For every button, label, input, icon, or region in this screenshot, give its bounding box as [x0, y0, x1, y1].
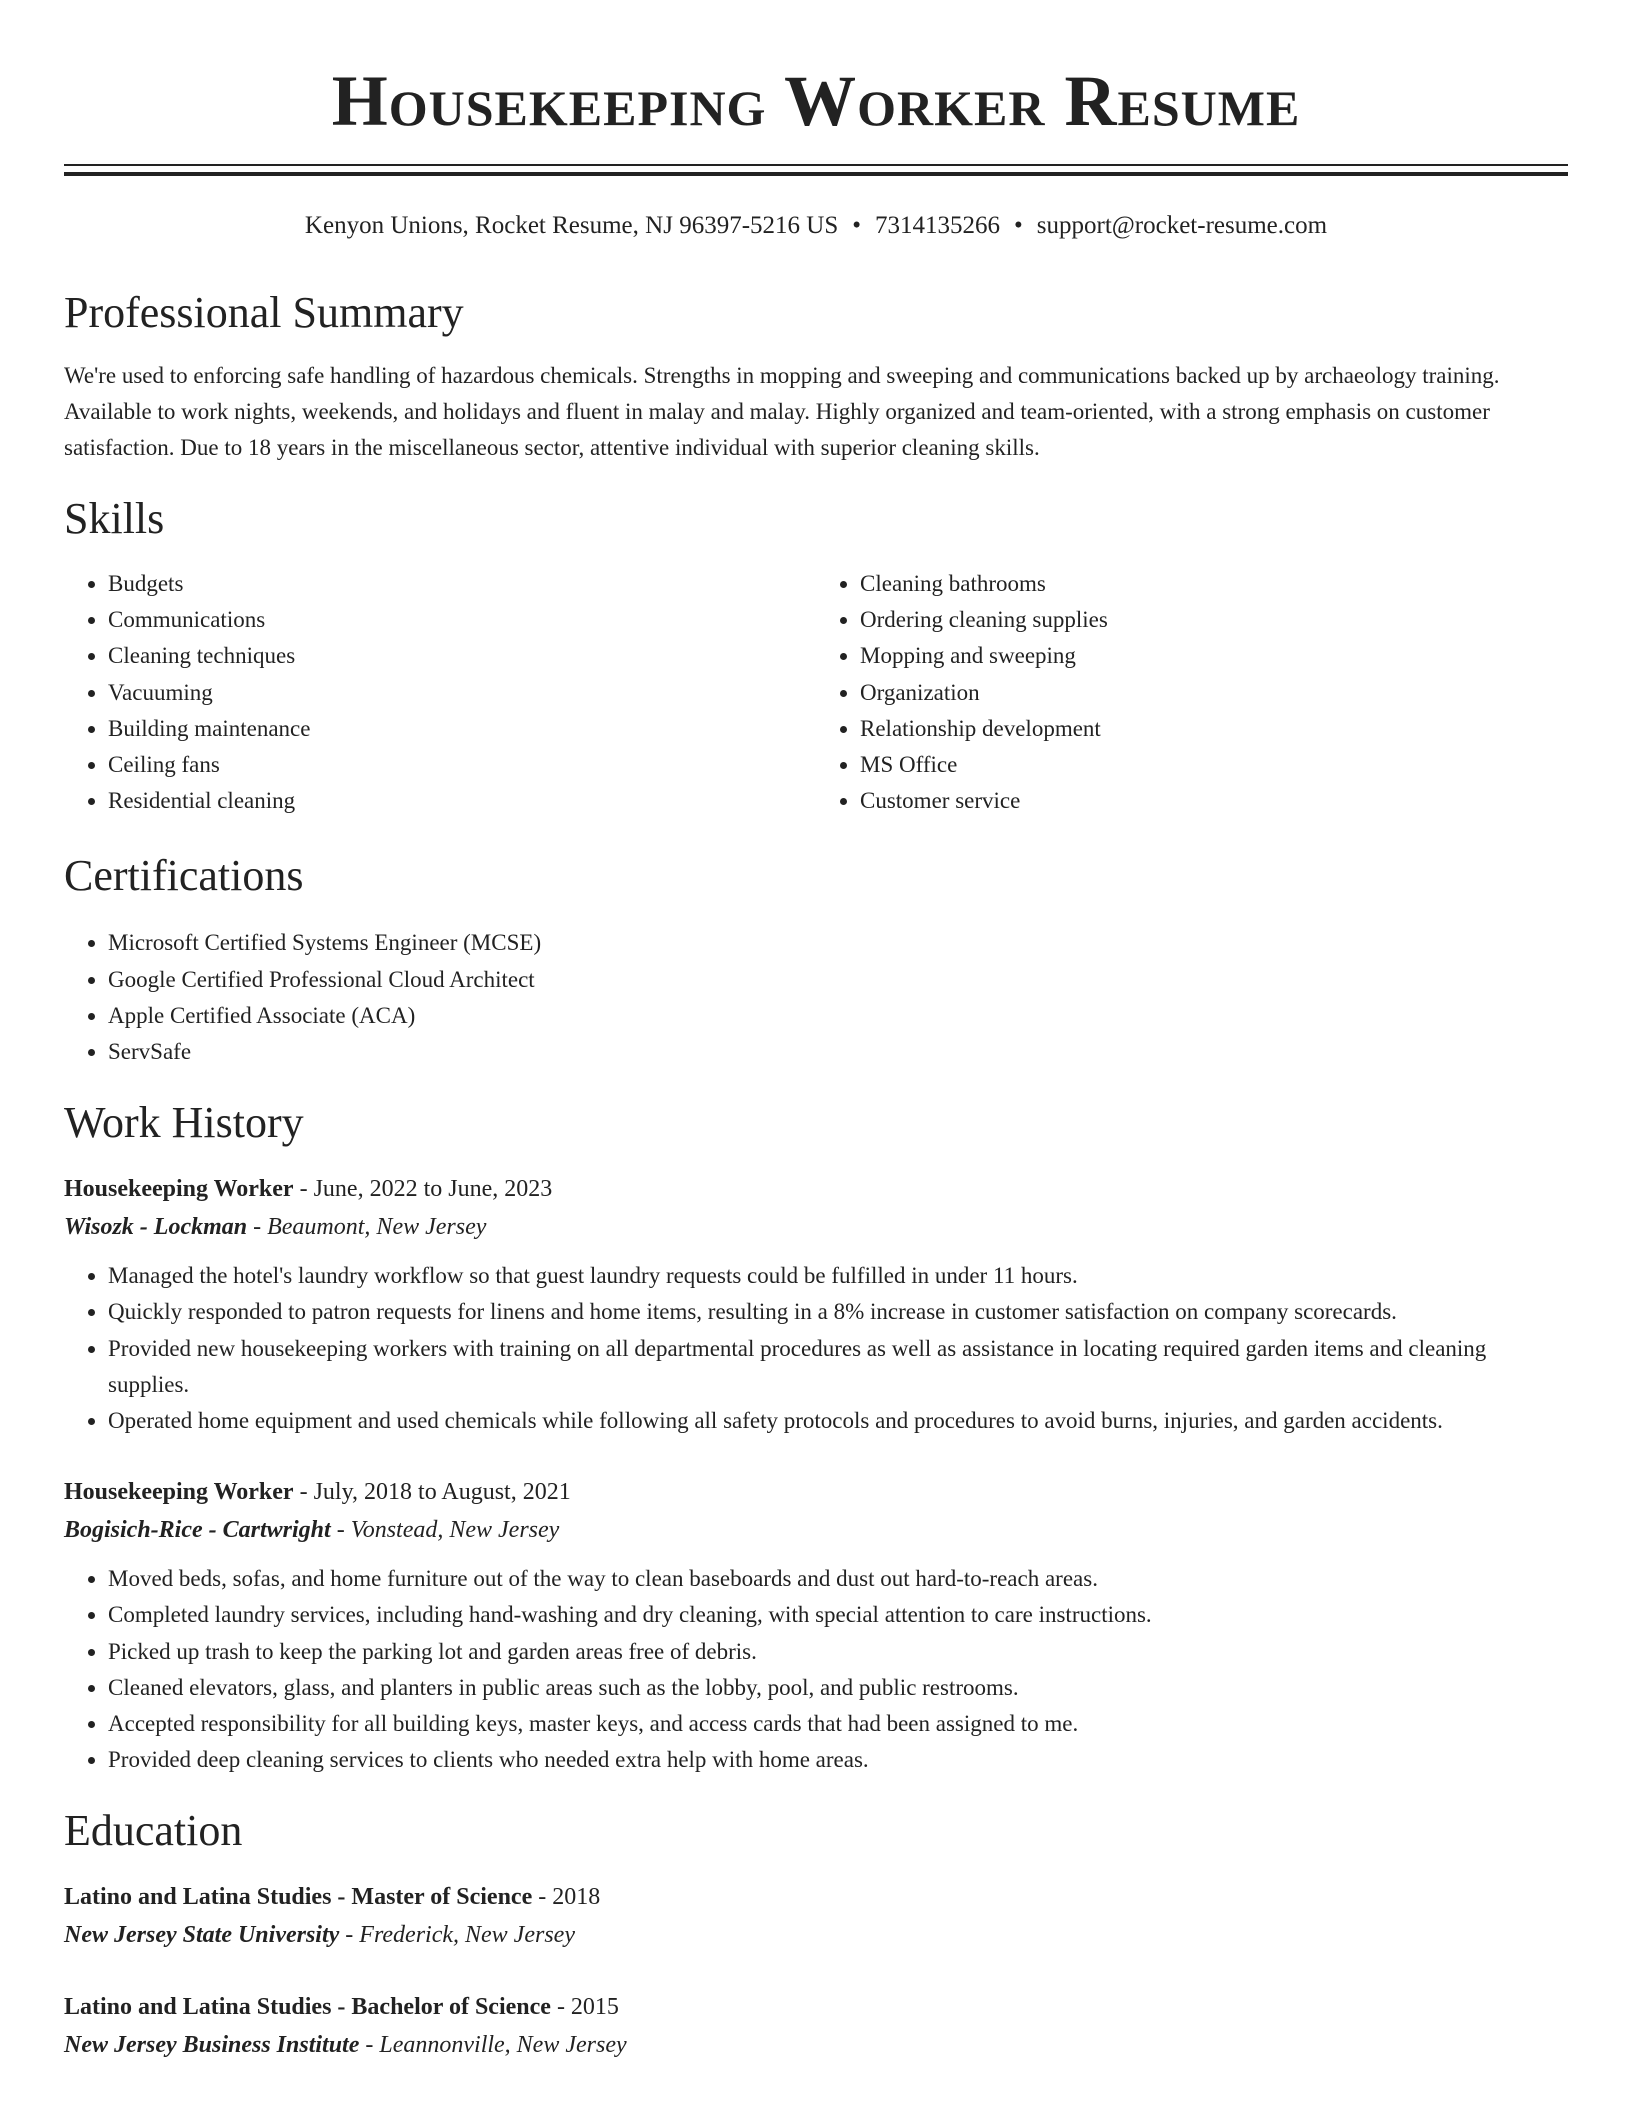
- skill-item: • MS Office: [860, 747, 1568, 783]
- contact-phone: 7314135266: [875, 212, 1000, 239]
- job-dates: - June, 2022 to June, 2023: [293, 1176, 553, 1203]
- work-history-heading: Work History: [64, 1098, 304, 1148]
- job-bullet: • Managed the hotel's laundry workflow so that guest laundry requests could be fulfilled in under 11 hours.: [108, 1258, 1568, 1294]
- certification-item: • ServSafe: [108, 1034, 1568, 1070]
- job-title-line: [64, 1170, 1568, 1208]
- education-entry: [64, 1988, 1568, 2064]
- education-degree-line: [64, 1988, 1568, 2026]
- skill-item: • Mopping and sweeping: [860, 638, 1568, 674]
- skill-item: • Ceiling fans: [108, 747, 816, 783]
- education-degree-line: [64, 1878, 1568, 1916]
- education-school-line: [64, 1916, 1568, 1954]
- contact-separator: •: [852, 212, 861, 239]
- education-school: New Jersey State University: [64, 1922, 340, 1949]
- skill-item: • Customer service: [860, 783, 1568, 819]
- education-school-line: [64, 2026, 1568, 2064]
- skill-item: • Budgets: [108, 566, 816, 602]
- contact-address: Kenyon Unions, Rocket Resume, NJ 96397-5216 US: [304, 212, 839, 239]
- education-school: New Jersey Business Institute: [64, 2032, 360, 2059]
- education-heading: Education: [64, 1806, 243, 1856]
- job-bullets: [64, 1561, 1568, 1778]
- job-bullet: • Operated home equipment and used chemicals while following all safety protocols and procedures to avoid burns, injuries, and garden accidents.: [108, 1403, 1568, 1439]
- skill-item: • Organization: [860, 675, 1568, 711]
- education-location: - Leannonville, New Jersey: [359, 2032, 627, 2059]
- education-entry: [64, 1878, 1568, 1954]
- job-bullet: • Cleaned elevators, glass, and planters in public areas such as the lobby, pool, and public restrooms.: [108, 1670, 1568, 1706]
- job-title: Housekeeping Worker: [64, 1479, 294, 1506]
- job-company: Bogisich-Rice - Cartwright: [64, 1517, 331, 1544]
- job-title-line: [64, 1473, 1568, 1511]
- title-rule-thin: [64, 164, 1568, 166]
- contact-line: [64, 210, 1568, 242]
- skill-item: • Cleaning techniques: [108, 638, 816, 674]
- education-location: - Frederick, New Jersey: [339, 1922, 575, 1949]
- job-company: Wisozk - Lockman: [64, 1214, 248, 1241]
- skills-column-right: [816, 566, 1568, 819]
- skill-item: • Residential cleaning: [108, 783, 816, 819]
- education-year: - 2015: [550, 1994, 619, 2021]
- summary-text: We're used to enforcing safe handling of hazardous chemicals. Strengths in mopping and sweeping and communications backed up by archaeology training. Available to work nights, weekends, and holidays and fluent in malay and malay. Highly organized and team-oriented, with a strong emphasis on customer satisfaction. Due to 18 years in the miscellaneous sector, attentive individual with superior cleaning skills.: [64, 363, 1500, 460]
- certifications-list: [64, 925, 1568, 1070]
- skill-item: • Building maintenance: [108, 711, 816, 747]
- skill-item: • Cleaning bathrooms: [860, 566, 1568, 602]
- certification-item: • Google Certified Professional Cloud Architect: [108, 962, 1568, 998]
- summary-heading: Professional Summary: [64, 288, 464, 337]
- skill-item: • Communications: [108, 602, 816, 638]
- job-bullet: • Moved beds, sofas, and home furniture out of the way to clean baseboards and dust out hard-to-reach areas.: [108, 1561, 1568, 1597]
- job-dates: - July, 2018 to August, 2021: [293, 1479, 571, 1506]
- certification-item: • Apple Certified Associate (ACA): [108, 998, 1568, 1034]
- skill-item: • Vacuuming: [108, 675, 816, 711]
- skills-list: [64, 566, 1568, 819]
- certifications-heading: Certifications: [64, 851, 304, 901]
- job-title: Housekeeping Worker: [64, 1176, 294, 1203]
- education-year: - 2018: [532, 1884, 601, 1911]
- job-bullets: [64, 1258, 1568, 1439]
- job-company-line: [64, 1208, 1568, 1246]
- skills-heading: Skills: [64, 494, 165, 543]
- job-bullet: • Accepted responsibility for all building keys, master keys, and access cards that had been assigned to me.: [108, 1706, 1568, 1742]
- skills-column-left: [64, 566, 816, 819]
- job-entry: [64, 1170, 1568, 1439]
- skill-item: • Ordering cleaning supplies: [860, 602, 1568, 638]
- page-title: Housekeeping Worker Resume: [331, 61, 1301, 141]
- job-bullet: • Provided new housekeeping workers with training on all departmental procedures as well as assistance in locating required garden items and cleaning supplies.: [108, 1331, 1568, 1403]
- job-bullet: • Completed laundry services, including hand-washing and dry cleaning, with special attention to care instructions.: [108, 1597, 1568, 1633]
- contact-separator: •: [1014, 212, 1023, 239]
- title-rule-thick: [64, 172, 1568, 176]
- job-location: - Vonstead, New Jersey: [330, 1517, 560, 1544]
- job-location: - Beaumont, New Jersey: [247, 1214, 487, 1241]
- skill-item: • Relationship development: [860, 711, 1568, 747]
- certification-item: • Microsoft Certified Systems Engineer (MCSE): [108, 925, 1568, 961]
- job-company-line: [64, 1511, 1568, 1549]
- education-degree: Latino and Latina Studies - Master of Science: [64, 1884, 533, 1911]
- job-entry: [64, 1473, 1568, 1778]
- contact-email: support@rocket-resume.com: [1036, 212, 1328, 239]
- job-bullet: • Quickly responded to patron requests for linens and home items, resulting in a 8% increase in customer satisfaction on company scorecards.: [108, 1294, 1568, 1330]
- education-degree: Latino and Latina Studies - Bachelor of Science: [64, 1994, 551, 2021]
- job-bullet: • Picked up trash to keep the parking lot and garden areas free of debris.: [108, 1634, 1568, 1670]
- job-bullet: • Provided deep cleaning services to clients who needed extra help with home areas.: [108, 1742, 1568, 1778]
